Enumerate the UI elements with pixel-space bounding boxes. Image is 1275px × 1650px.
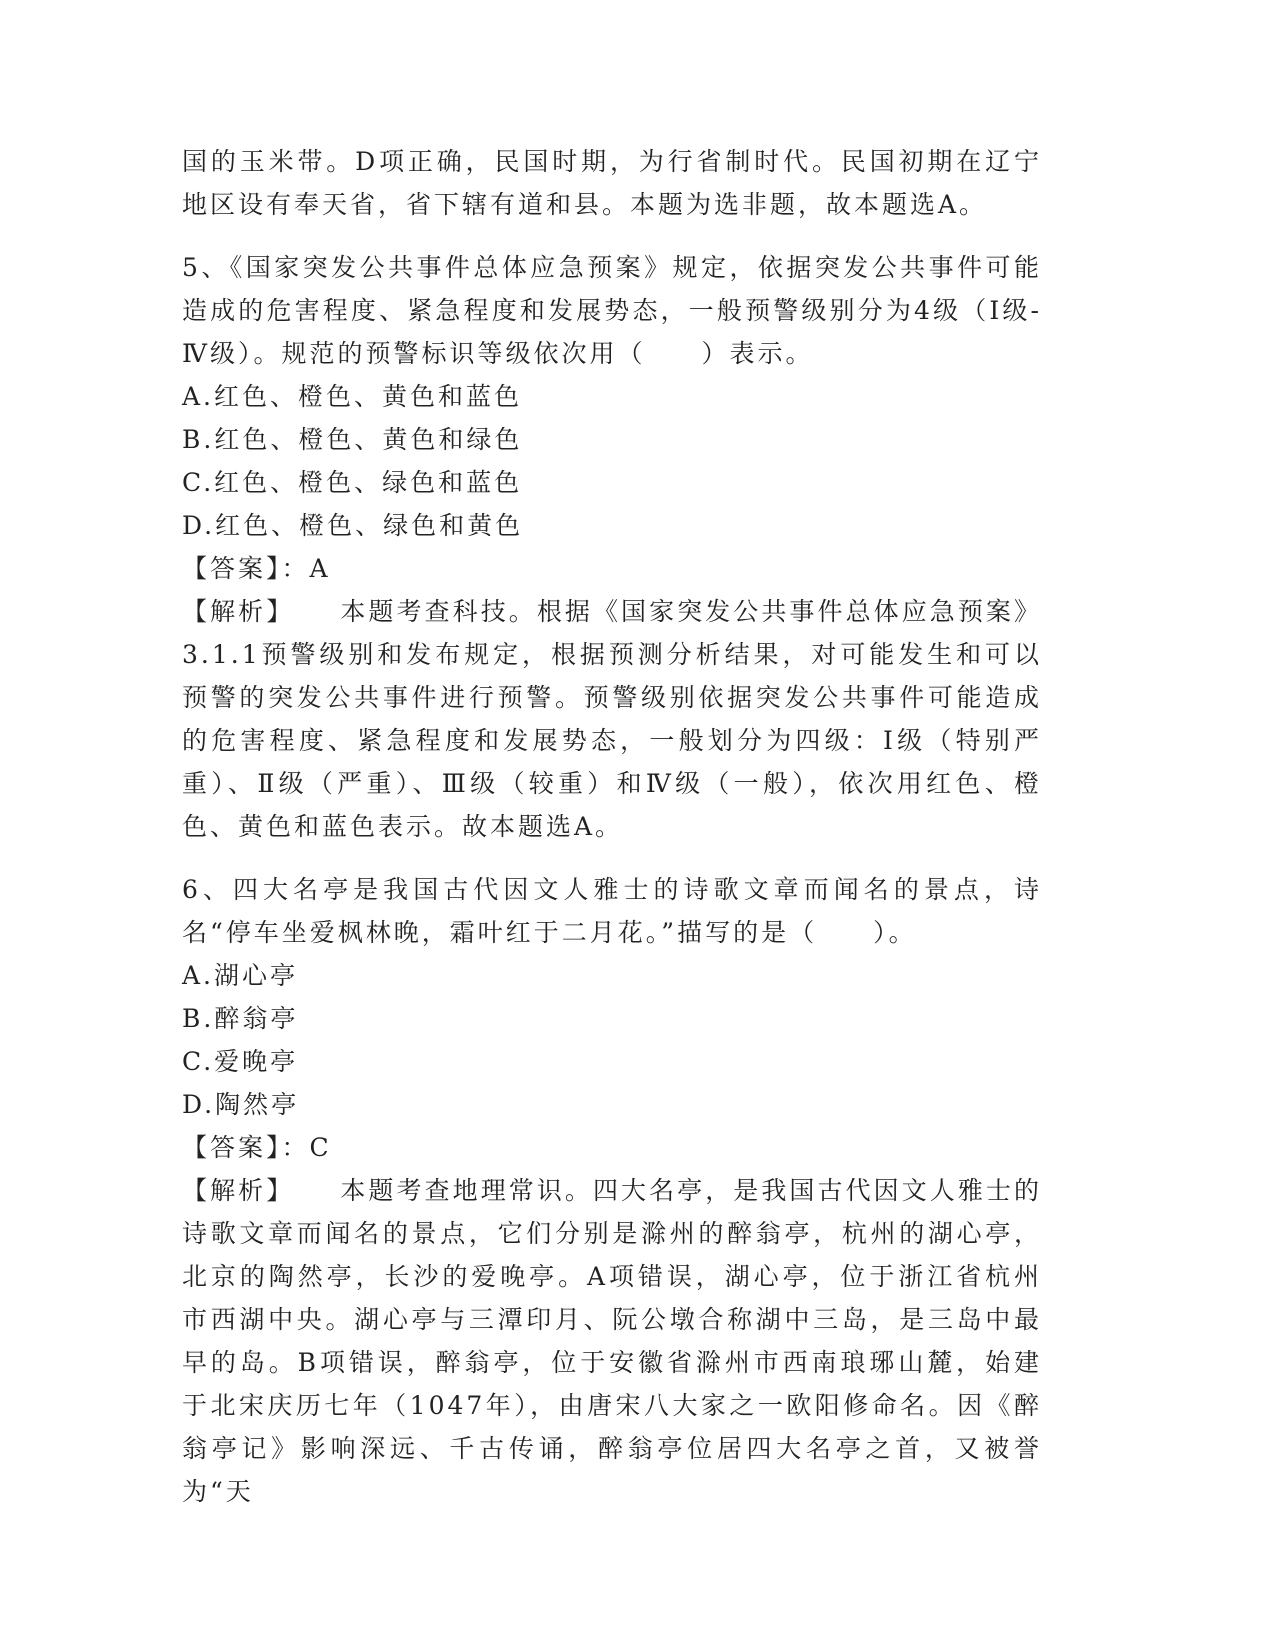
q6-option-a: A.湖心亭: [182, 961, 299, 990]
q6-option-b: B.醉翁亭: [182, 1004, 299, 1033]
intro-paragraph: 国的玉米带。D项正确，民国时期，为行省制时代。民国初期在辽宁地区设有奉天省，省下辖有道和县。本题为选非题，故本题选A。: [182, 147, 1042, 219]
q6-answer-line: [182, 1126, 1042, 1169]
answer-label: 【答案】：: [182, 1133, 310, 1162]
analysis-text: 本题考查地理常识。四大名亭，是我国古代因文人雅士的诗歌文章而闻名的景点，它们分别是滁州的醉翁亭，杭州的湖心亭，北京的陶然亭，长沙的爱晚亭。A项错误，湖心亭，位于浙江省杭州市西湖中央。湖心亭与三潭印月、阮公墩合称湖中三岛，是三岛中最早的岛。B项错误，醉翁亭，位于安徽省滁州市西南琅琊山麓，始建于北宋庆历七年（1047年），由唐宋八大家之一欧阳修命名。因《醉翁亭记》影响深远、千古传诵，醉翁亭位居四大名亭之首，又被誉为“天: [182, 1176, 1042, 1506]
document-page: [182, 140, 1042, 1513]
q6-option-d: D.陶然亭: [182, 1090, 300, 1119]
q5-answer-line: [182, 547, 1042, 590]
analysis-text: 本题考查科技。根据《国家突发公共事件总体应急预案》3.1.1预警级别和发布规定，根据预测分析结果，对可能发生和可以预警的突发公共事件进行预警。预警级别依据突发公共事件可能造成的危害程度、紧急程度和发展势态，一般划分为四级：Ⅰ级（特别严重）、Ⅱ级（严重）、Ⅲ级（较重）和Ⅳ级（一般），依次用红色、橙色、黄色和蓝色表示。故本题选A。: [182, 597, 1042, 841]
q5-analysis: [182, 590, 1042, 848]
q5-option-d: D.红色、橙色、绿色和黄色: [182, 511, 524, 540]
q6-analysis: [182, 1169, 1042, 1513]
analysis-label: 【解析】: [182, 1176, 295, 1205]
q5-option-b: B.红色、橙色、黄色和绿色: [182, 425, 523, 454]
question-6-stem: 6、四大名亭是我国古代因文人雅士的诗歌文章而闻名的景点，诗名“停车坐爱枫林晚，霜叶红于二月花。”描写的是（ ）。: [182, 875, 1042, 947]
answer-label: 【答案】：: [182, 554, 310, 583]
analysis-label: 【解析】: [182, 597, 295, 626]
q6-option-c: C.爱晚亭: [182, 1047, 299, 1076]
q5-option-c: C.红色、橙色、绿色和蓝色: [182, 468, 523, 497]
q5-option-a: A.红色、橙色、黄色和蓝色: [182, 382, 523, 411]
answer-value: C: [309, 1133, 332, 1162]
question-5-stem: 5、《国家突发公共事件总体应急预案》规定，依据突发公共事件可能造成的危害程度、紧急程度和发展势态，一般预警级别分为4级（Ⅰ级-Ⅳ级）。规范的预警标识等级依次用（ ）表示。: [182, 253, 1042, 368]
answer-value: A: [309, 554, 331, 583]
